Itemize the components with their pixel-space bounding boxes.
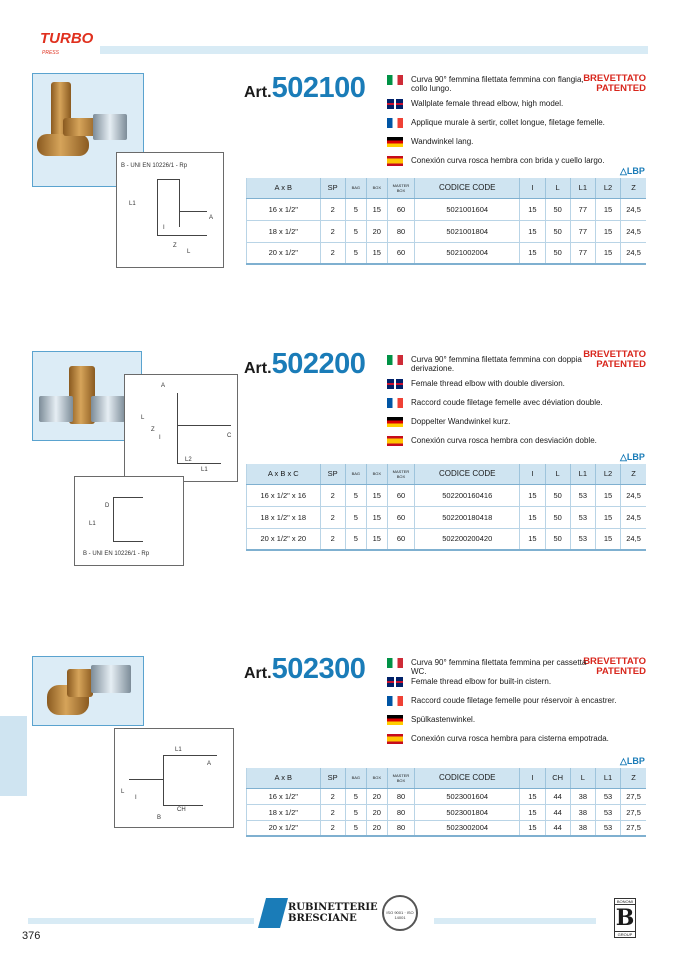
uk-flag-icon	[387, 379, 403, 389]
germany-flag-icon	[387, 417, 403, 427]
company-line2: BRESCIANE	[288, 913, 357, 924]
table-cell: 16 x 1/2"	[247, 788, 321, 804]
table-row	[247, 788, 647, 804]
description-text: Raccord coude filetage femelle avec déviation double.	[411, 398, 603, 407]
table-cell: 15	[595, 242, 620, 264]
table-cell: 27,5	[621, 820, 646, 836]
table-cell: 2	[320, 804, 345, 820]
uk-flag-icon	[387, 99, 403, 109]
turbo-press-logo	[38, 16, 100, 60]
drawing-i: I	[135, 795, 137, 801]
column-header: L	[570, 768, 595, 788]
drawing-a: A	[209, 215, 214, 221]
column-header: BAG	[345, 178, 366, 198]
table-cell: 24,5	[621, 484, 646, 506]
table-cell: 44	[545, 820, 570, 836]
table-row	[247, 820, 647, 836]
table-cell: 15	[595, 506, 620, 528]
table-cell: 53	[570, 484, 595, 506]
description-text: Conexión curva rosca hembra para cisterna empotrada.	[411, 734, 609, 743]
column-header: CODICE CODE	[415, 768, 520, 788]
drawing-standard-label: B - UNI EN 10226/1 - Rp	[121, 163, 188, 169]
france-flag-icon	[387, 398, 403, 408]
lbp-label: LBP	[626, 756, 645, 766]
table-cell: 20	[366, 788, 387, 804]
drawing-l: L	[121, 789, 125, 795]
table-cell: 15	[520, 198, 545, 220]
column-header: BAG	[345, 464, 366, 484]
table-cell: 27,5	[621, 788, 646, 804]
lbp-mark: △LBP	[620, 756, 645, 766]
table-cell: 50	[545, 506, 570, 528]
table-cell: 2	[320, 484, 345, 506]
column-header: MASTER BOX	[387, 464, 414, 484]
table-cell: 5021002004	[415, 242, 520, 264]
table-cell: 50	[545, 198, 570, 220]
table-cell: 5	[345, 220, 366, 242]
table-cell: 15	[595, 484, 620, 506]
table-cell: 15	[520, 506, 545, 528]
column-header: BAG	[345, 768, 366, 788]
brand-sub: PRESS	[42, 50, 59, 56]
column-header: CH	[545, 768, 570, 788]
spain-flag-icon	[387, 734, 403, 744]
table-cell: 60	[387, 198, 414, 220]
column-header: CODICE CODE	[415, 464, 520, 484]
column-header: L1	[570, 178, 595, 198]
table-cell: 15	[595, 198, 620, 220]
header-bar	[100, 46, 648, 54]
table-header-row	[247, 464, 647, 484]
table-header-row	[247, 768, 647, 788]
group-bottom: GROUP	[615, 931, 635, 937]
spec-table-502100	[246, 178, 646, 265]
table-cell: 77	[570, 198, 595, 220]
side-tab	[0, 716, 27, 796]
rubinetterie-bresciane-logo	[262, 898, 378, 928]
description-es	[387, 436, 649, 455]
table-row	[247, 242, 647, 264]
table-cell: 24,5	[621, 242, 646, 264]
technical-drawing-502300	[114, 728, 234, 828]
spain-flag-icon	[387, 156, 403, 166]
column-header: BOX	[366, 178, 387, 198]
table-cell: 80	[387, 820, 414, 836]
drawing-l2: L2	[185, 457, 192, 463]
description-text: Curva 90° femmina filettata femmina con flangia, collo lungo.	[411, 75, 584, 93]
table-cell: 5	[345, 506, 366, 528]
drawing-z: Z	[151, 427, 155, 433]
table-cell: 16 x 1/2"	[247, 198, 321, 220]
drawing-c: C	[227, 433, 232, 439]
table-cell: 5021001604	[415, 198, 520, 220]
art-number: 502200	[271, 348, 366, 380]
table-cell: 15	[520, 242, 545, 264]
article-heading-502100	[244, 72, 365, 105]
description-text: Curva 90° femmina filettata femmina per cassetta WC.	[411, 658, 587, 676]
product-photo-502300	[32, 656, 144, 726]
column-header: SP	[320, 768, 345, 788]
table-row	[247, 220, 647, 242]
table-cell: 2	[320, 242, 345, 264]
table-cell: 5023002004	[415, 820, 520, 836]
table-cell: 80	[387, 220, 414, 242]
description-de	[387, 417, 649, 436]
iso-certification-seal: ISO 9001 · ISO 14001	[382, 895, 418, 931]
table-cell: 50	[545, 242, 570, 264]
france-flag-icon	[387, 696, 403, 706]
table-cell: 24,5	[621, 220, 646, 242]
spain-flag-icon	[387, 436, 403, 446]
table-cell: 2	[320, 528, 345, 550]
drawing-l1: L1	[129, 201, 136, 207]
column-header: Z	[621, 178, 646, 198]
table-cell: 50	[545, 528, 570, 550]
table-cell: 5	[345, 484, 366, 506]
table-cell: 2	[320, 820, 345, 836]
description-fr	[387, 118, 649, 137]
table-cell: 20 x 1/2"	[247, 242, 321, 264]
table-cell: 24,5	[621, 506, 646, 528]
spec-table-502300	[246, 768, 646, 837]
table-cell: 15	[520, 220, 545, 242]
table-cell: 15	[595, 220, 620, 242]
column-header: Z	[621, 768, 646, 788]
patent-it: BREVETTATO	[583, 73, 646, 84]
table-row	[247, 528, 647, 550]
table-cell: 502200200420	[415, 528, 520, 550]
drawing-l1: L1	[175, 747, 182, 753]
table-row	[247, 804, 647, 820]
patent-it: BREVETTATO	[583, 656, 646, 667]
table-cell: 20	[366, 820, 387, 836]
page-number: 376	[22, 930, 41, 942]
table-row	[247, 506, 647, 528]
table-cell: 15	[366, 484, 387, 506]
italy-flag-icon	[387, 75, 403, 85]
description-en	[387, 99, 649, 118]
column-header: A x B	[247, 178, 321, 198]
table-cell: 15	[366, 506, 387, 528]
italy-flag-icon	[387, 355, 403, 365]
description-it	[387, 355, 649, 379]
table-cell: 20	[366, 220, 387, 242]
drawing-ch: CH	[177, 807, 186, 813]
table-cell: 38	[570, 820, 595, 836]
description-text: Wandwinkel lang.	[411, 137, 474, 146]
table-cell: 53	[595, 788, 620, 804]
table-cell: 15	[366, 198, 387, 220]
table-cell: 15	[595, 528, 620, 550]
lbp-label: LBP	[626, 452, 645, 462]
footer-bar-right	[434, 918, 596, 924]
table-row	[247, 484, 647, 506]
column-header: L1	[570, 464, 595, 484]
group-top: BONOMI	[616, 899, 634, 904]
description-text: Spülkastenwinkel.	[411, 715, 476, 724]
table-cell: 15	[520, 804, 545, 820]
column-header: I	[520, 464, 545, 484]
table-cell: 50	[545, 220, 570, 242]
table-cell: 27,5	[621, 804, 646, 820]
table-cell: 16 x 1/2" x 16	[247, 484, 321, 506]
art-prefix: Art.	[244, 665, 272, 682]
table-cell: 5	[345, 820, 366, 836]
lbp-label: LBP	[626, 166, 645, 176]
art-prefix: Art.	[244, 84, 272, 101]
table-cell: 15	[366, 242, 387, 264]
article-heading-502300	[244, 653, 365, 686]
article-heading-502200	[244, 348, 365, 381]
rb-mark-icon	[258, 898, 288, 928]
company-line1: RUBINETTERIE	[288, 902, 378, 913]
table-cell: 15	[520, 820, 545, 836]
column-header: A x B x C	[247, 464, 321, 484]
description-en	[387, 379, 649, 398]
bonomi-group-logo	[614, 898, 636, 938]
table-cell: 53	[595, 804, 620, 820]
description-text: Curva 90° femmina filettata femmina con doppia derivazione.	[411, 355, 582, 373]
column-header: SP	[320, 464, 345, 484]
column-header: L	[545, 464, 570, 484]
column-header: L2	[595, 464, 620, 484]
table-cell: 2	[320, 198, 345, 220]
italy-flag-icon	[387, 658, 403, 668]
brand-word: TURBO	[40, 30, 94, 47]
footer-bar-left	[28, 918, 254, 924]
description-en	[387, 677, 649, 696]
description-text: Doppelter Wandwinkel kurz.	[411, 417, 511, 426]
table-cell: 2	[320, 220, 345, 242]
description-de	[387, 715, 649, 734]
table-cell: 18 x 1/2"	[247, 804, 321, 820]
table-cell: 77	[570, 242, 595, 264]
column-header: A x B	[247, 768, 321, 788]
drawing-standard-label: B - UNI EN 10226/1 - Rp	[83, 551, 150, 557]
table-cell: 60	[387, 528, 414, 550]
description-text: Conexión curva rosca hembra con desviación doble.	[411, 436, 597, 445]
table-cell: 5021001804	[415, 220, 520, 242]
description-text: Female thread elbow with double diversion.	[411, 379, 565, 388]
table-cell: 53	[570, 528, 595, 550]
lbp-mark: △LBP	[620, 452, 645, 462]
descriptions-502300	[387, 658, 649, 753]
drawing-z: Z	[173, 243, 177, 249]
description-text: Female thread elbow for built-in cistern.	[411, 677, 552, 686]
art-number: 502100	[271, 72, 366, 104]
column-header: Z	[621, 464, 646, 484]
table-cell: 80	[387, 804, 414, 820]
drawing-a: A	[207, 761, 212, 767]
table-cell: 5023001604	[415, 788, 520, 804]
drawing-d: D	[105, 503, 110, 509]
description-text: Raccord coude filetage femelle pour réservoir à encastrer.	[411, 696, 617, 705]
description-fr	[387, 696, 649, 715]
spec-table-502200	[246, 464, 646, 551]
description-de	[387, 137, 649, 156]
table-cell: 80	[387, 788, 414, 804]
table-cell: 5	[345, 242, 366, 264]
patent-it: BREVETTATO	[583, 349, 646, 360]
table-cell: 60	[387, 506, 414, 528]
table-cell: 5023001804	[415, 804, 520, 820]
table-cell: 60	[387, 242, 414, 264]
table-cell: 24,5	[621, 528, 646, 550]
column-header: L	[545, 178, 570, 198]
column-header: L1	[595, 768, 620, 788]
table-cell: 2	[320, 788, 345, 804]
technical-drawing-502200-front	[124, 374, 238, 482]
description-it	[387, 75, 649, 99]
table-cell: 5	[345, 528, 366, 550]
art-number: 502300	[271, 653, 366, 685]
table-cell: 502200180418	[415, 506, 520, 528]
table-cell: 5	[345, 198, 366, 220]
drawing-l1: L1	[201, 467, 208, 473]
description-text: Applique murale à sertir, collet longue, filetage femelle.	[411, 118, 605, 127]
lbp-mark: △LBP	[620, 166, 645, 176]
table-cell: 5	[345, 788, 366, 804]
patent-en: PATENTED	[596, 666, 646, 677]
table-cell: 53	[595, 820, 620, 836]
drawing-a: A	[161, 383, 166, 389]
description-text: Wallplate female thread elbow, high model.	[411, 99, 564, 108]
table-cell: 60	[387, 484, 414, 506]
column-header: L2	[595, 178, 620, 198]
group-letter: B	[615, 905, 635, 931]
table-header-row	[247, 178, 647, 198]
descriptions-502100	[387, 75, 649, 175]
column-header: MASTER BOX	[387, 178, 414, 198]
table-cell: 5	[345, 804, 366, 820]
germany-flag-icon	[387, 715, 403, 725]
column-header: I	[520, 178, 545, 198]
table-cell: 24,5	[621, 198, 646, 220]
drawing-b: B	[157, 815, 162, 821]
table-cell: 20 x 1/2"	[247, 820, 321, 836]
table-cell: 18 x 1/2" x 18	[247, 506, 321, 528]
table-cell: 77	[570, 220, 595, 242]
column-header: I	[520, 768, 545, 788]
table-cell: 15	[366, 528, 387, 550]
table-cell: 44	[545, 788, 570, 804]
table-cell: 15	[520, 788, 545, 804]
description-es	[387, 156, 649, 175]
table-cell: 44	[545, 804, 570, 820]
description-es	[387, 734, 649, 753]
table-cell: 18 x 1/2"	[247, 220, 321, 242]
table-cell: 15	[520, 528, 545, 550]
germany-flag-icon	[387, 137, 403, 147]
table-cell: 15	[520, 484, 545, 506]
column-header: CODICE CODE	[415, 178, 520, 198]
table-row	[247, 198, 647, 220]
description-it	[387, 658, 649, 677]
table-cell: 2	[320, 506, 345, 528]
drawing-i: I	[163, 225, 165, 231]
descriptions-502200	[387, 355, 649, 455]
table-cell: 38	[570, 788, 595, 804]
drawing-l1-side: L1	[89, 521, 96, 527]
patent-en: PATENTED	[596, 83, 646, 94]
table-cell: 50	[545, 484, 570, 506]
column-header: BOX	[366, 464, 387, 484]
table-cell: 20 x 1/2" x 20	[247, 528, 321, 550]
art-prefix: Art.	[244, 360, 272, 377]
column-header: SP	[320, 178, 345, 198]
drawing-l: L	[141, 415, 145, 421]
column-header: BOX	[366, 768, 387, 788]
table-cell: 20	[366, 804, 387, 820]
column-header: MASTER BOX	[387, 768, 414, 788]
description-text: Conexión curva rosca hembra con brida y cuello largo.	[411, 156, 605, 165]
technical-drawing-502100	[116, 152, 224, 268]
table-cell: 38	[570, 804, 595, 820]
table-cell: 53	[570, 506, 595, 528]
table-cell: 502200160416	[415, 484, 520, 506]
patent-en: PATENTED	[596, 359, 646, 370]
uk-flag-icon	[387, 677, 403, 687]
france-flag-icon	[387, 118, 403, 128]
technical-drawing-502200-side	[74, 476, 184, 566]
description-fr	[387, 398, 649, 417]
drawing-i: I	[159, 435, 161, 441]
drawing-l: L	[187, 249, 191, 255]
